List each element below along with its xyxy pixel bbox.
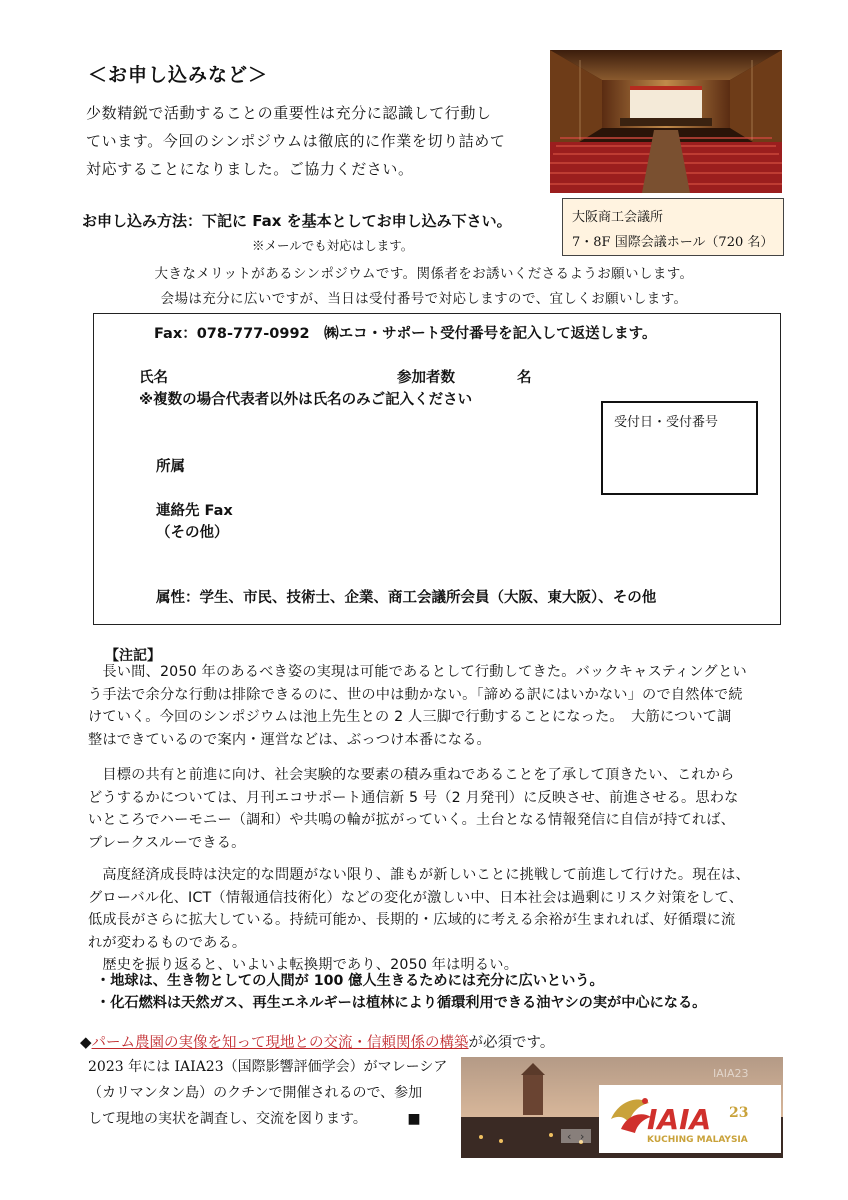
bullet-item: ・地球は、生き物としての人間が 100 億人生きるためには充分に広いという。 [96, 973, 604, 989]
iaia-logo-number: 23 [729, 1105, 749, 1121]
notes-paragraph-1 [88, 661, 788, 751]
paragraph-line: ブレークスルーできる。 [88, 834, 246, 851]
intro-line: 対応することになりました。ご協力ください。 [86, 160, 414, 178]
logo-ghost-text: IAIA23 [713, 1067, 749, 1080]
contact-fax-label: 連絡先 Fax [156, 503, 233, 519]
paragraph-line: れが変わるものである。 [88, 934, 247, 951]
iaia-line-last [88, 1106, 458, 1132]
notes-paragraph-2 [88, 764, 788, 854]
notes-paragraph-3 [88, 864, 788, 977]
paragraph-line: 目標の共有と前進に向け、社会実験的な要素の積み重ねであることを了承して頂きたい、これから [88, 767, 735, 783]
palm-statement [80, 1031, 554, 1052]
affiliation-label: 所属 [156, 459, 185, 475]
venue-caption [562, 198, 784, 256]
notes-heading: 【注記】 [105, 648, 161, 664]
application-line: 会場は充分に広いですが、当日は受付番号で対応しますので、宜しくお願いします。 [160, 291, 688, 307]
venue-name: 大阪商工会議所 [572, 210, 664, 225]
application-line: 大きなメリットがあるシンポジウムです。関係者をお誘いくださるようお願いします。 [154, 266, 694, 282]
iaia-paragraph [88, 1054, 458, 1132]
paragraph-line: グローバル化、ICT（情報通信技術化）などの変化が激しい中、日本社会は過剰にリスク対策をして、 [88, 889, 744, 906]
paragraph-line: いところでハーモニー（調和）や共鳴の輪が拡がっていく。土台となる情報発信に自信が持てれば、 [88, 812, 736, 829]
iaia-banner-image [461, 1057, 783, 1158]
paragraph-line: どうするかについては、月刊エコサポート通信新 5 号（2 月発刊）に反映させ、前進させる。思わな [88, 789, 739, 806]
fax-header: Fax：078-777-0992 ㈱エコ・サポート受付番号を記入して返送します。 [154, 326, 657, 342]
multi-participant-note: ※複数の場合代表者以外は氏名のみご記入ください [139, 392, 473, 408]
attribute-line: 属性：学生、市民、技術士、企業、商工会議所会員（大阪、東大阪）、その他 [156, 590, 657, 606]
email-note: ※メールでも対応はします。 [252, 238, 414, 253]
fax-form [93, 313, 781, 625]
intro-line: ています。今回のシンポジウムは徹底的に作業を切り詰めて [86, 132, 506, 150]
intro-line: 少数精鋭で活動することの重要性は充分に認識して行動し [86, 104, 492, 122]
palm-suffix: が必須です。 [468, 1035, 555, 1051]
paragraph-line: 低成長がさらに拡大している。持続可能か、長期的・広域的に考える余裕が生まれれば、好循環に流 [88, 912, 736, 929]
end-mark-icon: ■ [407, 1111, 421, 1127]
iaia-line: して現地の実状を調査し、交流を図ります。 [88, 1111, 367, 1127]
palm-highlight: パーム農園の実像を知って現地との交流・信頼関係の構築 [91, 1035, 469, 1051]
participants-label: 参加者数 [397, 370, 455, 386]
iaia-logo-text: IAIA [647, 1103, 712, 1136]
paragraph-line: 高度経済成長時は決定的な問題がない限り、誰もが新しいことに挑戦して前進して行けた。現在は、 [88, 867, 750, 883]
paragraph-line: 歴史を振り返ると、いよいよ転換期であり、2050 年は明るい。 [88, 957, 519, 974]
section-title: ＜お申し込みなど＞ [88, 64, 269, 86]
hall-photo [550, 50, 782, 193]
paragraph-line: う手法で余分な行動は排除できるのに、世の中は動かない。「諦める訳にはいかない」ので自然体で続 [88, 686, 743, 703]
iaia-line: 2023 年には IAIA23（国際影響評価学会）がマレーシア [88, 1059, 448, 1075]
paragraph-line: 整はできているので案内・運営などは、ぶっつけ本番になる。 [88, 731, 491, 748]
receipt-label: 受付日・受付番号 [614, 415, 719, 430]
iaia-logo-subtitle: KUCHING MALAYSIA [647, 1135, 748, 1145]
paragraph-line: 長い間、2050 年のあるべき姿の実現は可能であるとして行動してきた。バックキャスティングとい [88, 664, 747, 680]
participants-unit: 名 [517, 370, 532, 386]
carousel-prev-icon: ‹ [567, 1130, 572, 1143]
diamond-icon: ◆ [80, 1033, 92, 1051]
carousel-next-icon: › [580, 1130, 585, 1143]
receipt-box [601, 401, 758, 495]
venue-hall: 7・8F 国際会議ホール（720 名） [572, 235, 774, 250]
iaia-line: （カリマンタン島）のクチンで開催されるので、参加 [88, 1085, 423, 1101]
bullet-item: ・化石燃料は天然ガス、再生エネルギーは植林により循環利用できる油ヤシの実が中心になる。 [96, 995, 707, 1011]
application-method: お申し込み方法：下記に Fax を基本としてお申し込み下さい。 [82, 212, 512, 230]
name-label: 氏名 [139, 370, 168, 386]
paragraph-line: けていく。今回のシンポジウムは池上先生との 2 人三脚で行動することになった。 大筋について調 [88, 709, 732, 726]
contact-other-label: （その他） [156, 525, 229, 541]
